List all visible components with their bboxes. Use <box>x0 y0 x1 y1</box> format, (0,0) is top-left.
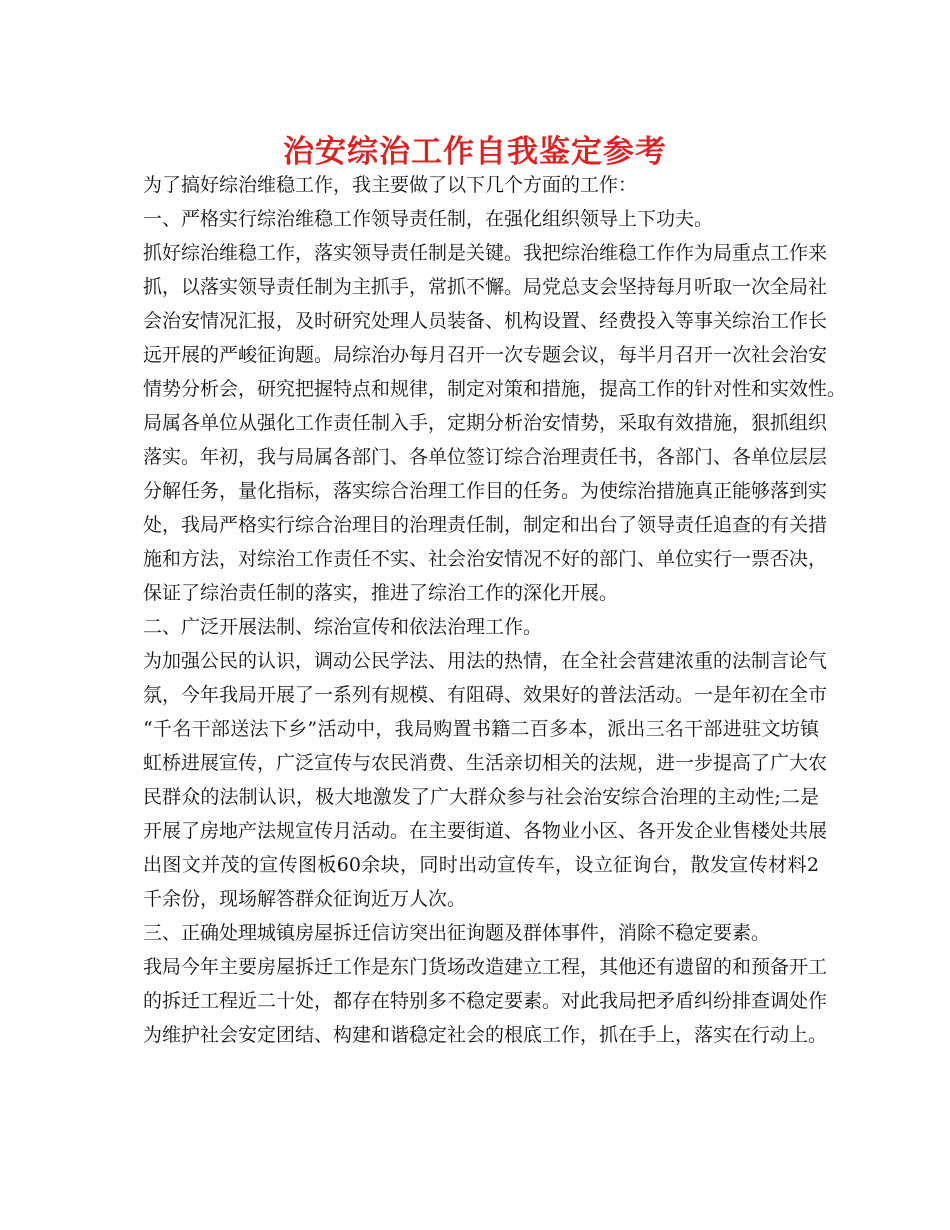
body-line: 施和方法，对综治工作责任不实、社会治安情况不好的部门、单位实行一票否决， <box>143 548 828 570</box>
body-line: 抓，以落实领导责任制为主抓手，常抓不懈。局党总支会坚持每月听取一次全局社 <box>143 276 828 298</box>
body-line: 情势分析会，研究把握特点和规律，制定对策和措施，提高工作的针对性和实效性。 <box>143 378 847 400</box>
body-line: 落实。年初，我与局属各部门、各单位签订综合治理责任书，各部门、各单位层层 <box>143 446 828 468</box>
body-line: 抓好综治维稳工作，落实领导责任制是关键。我把综治维稳工作作为局重点工作来 <box>143 242 828 264</box>
body-line: 我局今年主要房屋拆迁工作是东门货场改造建立工程，其他还有遗留的和预备开工 <box>143 956 828 978</box>
body-line: 的拆迁工程近二十处，都存在特别多不稳定要素。对此我局把矛盾纠纷排查调处作 <box>143 990 828 1012</box>
body-line: 千余份，现场解答群众征询近万人次。 <box>143 888 467 910</box>
body-line: 一、严格实行综治维稳工作领导责任制，在强化组织领导上下功夫。 <box>143 208 714 230</box>
body-line: 远开展的严峻征询题。局综治办每月召开一次专题会议，每半月召开一次社会治安 <box>143 344 828 366</box>
body-line: 氛，今年我局开展了一系列有规模、有阻碍、效果好的普法活动。一是年初在全市 <box>143 684 828 706</box>
body-line: 为加强公民的认识，调动公民学法、用法的热情，在全社会营建浓重的法制言论气 <box>143 650 828 672</box>
body-line: 出图文并茂的宣传图板60余块，同时出动宣传车，设立征询台，散发宣传材料2 <box>143 854 819 876</box>
body-line: 民群众的法制认识，极大地激发了广大群众参与社会治安综合治理的主动性;二是 <box>143 786 819 808</box>
body-line: 局属各单位从强化工作责任制入手，定期分析治安情势，采取有效措施，狠抓组织 <box>143 412 828 434</box>
body-line: 会治安情况汇报，及时研究处理人员装备、机构设置、经费投入等事关综治工作长 <box>143 310 828 332</box>
body-line: “千名干部送法下乡”活动中，我局购置书籍二百多本，派出三名干部进驻文坊镇 <box>143 718 819 740</box>
body-line: 为维护社会安定团结、构建和谐稳定社会的根底工作，抓在手上，落实在行动上。 <box>143 1024 828 1046</box>
document-title: 治安综治工作自我鉴定参考 <box>283 134 667 170</box>
body-line: 三、正确处理城镇房屋拆迁信访突出征询题及群体事件，消除不稳定要素。 <box>143 922 771 944</box>
document-body <box>143 168 847 1052</box>
body-line: 分解任务，量化指标，落实综合治理工作目的任务。为使综治措施真正能够落到实 <box>143 480 828 502</box>
body-line: 为了搞好综治维稳工作，我主要做了以下几个方面的工作： <box>143 174 638 196</box>
body-line: 保证了综治责任制的落实，推进了综治工作的深化开展。 <box>143 582 619 604</box>
body-line: 处，我局严格实行综合治理目的治理责任制，制定和出台了领导责任追查的有关措 <box>143 514 828 536</box>
body-line: 开展了房地产法规宣传月活动。在主要街道、各物业小区、各开发企业售楼处共展 <box>143 820 828 842</box>
body-line: 二、广泛开展法制、综治宣传和依法治理工作。 <box>143 616 543 638</box>
body-line: 虹桥进展宣传，广泛宣传与农民消费、生活亲切相关的法规，进一步提高了广大农 <box>143 752 828 774</box>
